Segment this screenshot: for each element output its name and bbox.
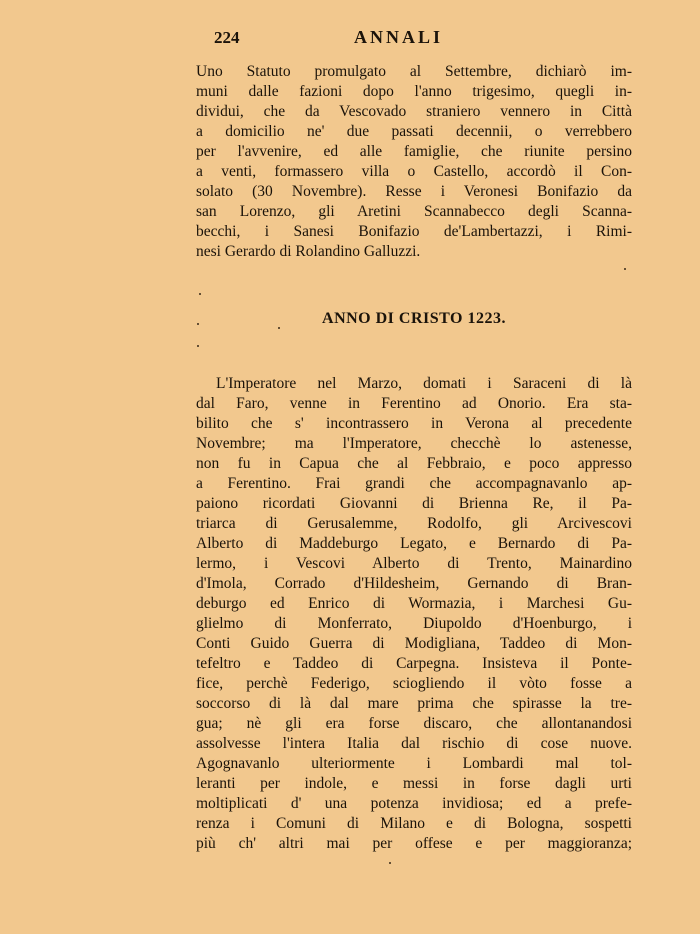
text-line: fice, perchè Federigo, sciogliendo il vòto fosse a (196, 675, 632, 692)
ink-speck (197, 323, 199, 325)
text-line: soccorso di là dal mare prima che spirasse la tre- (196, 695, 632, 712)
ink-speck (197, 345, 199, 347)
text-line: non fu in Capua che al Febbraio, e poco appresso (196, 455, 632, 472)
text-line: Novembre; ma l'Imperatore, checchè lo astenesse, (196, 435, 632, 452)
text-line: triarca di Gerusalemme, Rodolfo, gli Arcivescovi (196, 515, 632, 532)
ink-speck (199, 293, 201, 295)
page-number: 224 (214, 28, 240, 47)
running-title: ANNALI (354, 27, 444, 47)
text-line: solato (30 Novembre). Resse i Veronesi Bonifazio da (196, 183, 632, 200)
text-line: L'Imperatore nel Marzo, domati i Saraceni di là (216, 375, 632, 392)
text-line: renza i Comuni di Milano e di Bologna, sospetti (196, 815, 632, 832)
text-line: becchi, i Sanesi Bonifazio de'Lambertazzi, i Rimi- (196, 223, 632, 240)
text-line: lermo, i Vescovi Alberto di Trento, Mainardino (196, 555, 632, 572)
text-line: Alberto di Maddeburgo Legato, e Bernardo di Pa- (196, 535, 632, 552)
page-header (214, 28, 654, 52)
ink-speck (278, 327, 280, 329)
text-line: a Ferentino. Frai grandi che accompagnavanlo ap- (196, 475, 632, 492)
text-line: tefeltro e Taddeo di Carpegna. Insisteva il Ponte- (196, 655, 632, 672)
text-line: a domicilio ne' due passati decennii, o verrebbero (196, 123, 632, 140)
ink-speck (624, 268, 626, 270)
text-line: assolvesse l'intera Italia dal rischio di cose nuove. (196, 735, 632, 752)
text-line: san Lorenzo, gli Aretini Scannabecco degli Scanna- (196, 203, 632, 220)
text-line: leranti per indole, e messi in forse dagli urti (196, 775, 632, 792)
text-line: paiono ricordati Giovanni di Brienna Re, il Pa- (196, 495, 632, 512)
text-line: nesi Gerardo di Rolandino Galluzzi. (196, 243, 421, 260)
text-line: moltiplicati d' una potenza invidiosa; ed a prefe- (196, 795, 632, 812)
text-line: dividui, che da Vescovado straniero vennero in Città (196, 103, 632, 120)
text-line: dal Faro, venne in Ferentino ad Onorio. Era sta- (196, 395, 632, 412)
text-line: d'Imola, Corrado d'Hildesheim, Gernando di Bran- (196, 575, 632, 592)
text-line: gua; nè gli era forse discaro, che allontanandosi (196, 715, 632, 732)
text-line: a venti, formassero villa o Castello, accordò il Con- (196, 163, 632, 180)
ink-speck (389, 862, 391, 864)
text-line: Agognavanlo ulteriormente i Lombardi mal tol- (196, 755, 632, 772)
text-line: Uno Statuto promulgato al Settembre, dichiarò im- (196, 63, 632, 80)
text-line: più ch' altri mai per offese e per maggioranza; (196, 835, 632, 852)
text-line: muni dalle fazioni dopo l'anno trigesimo, quegli in- (196, 83, 632, 100)
text-line: glielmo di Monferrato, Diupoldo d'Hoenburgo, i (196, 615, 632, 632)
text-line: Conti Guido Guerra di Modigliana, Taddeo di Mon- (196, 635, 632, 652)
text-line: bilito che s' incontrassero in Verona al precedente (196, 415, 632, 432)
text-line: deburgo ed Enrico di Wormazia, i Marchesi Gu- (196, 595, 632, 612)
text-line: per l'avvenire, ed alle famiglie, che riunite persino (196, 143, 632, 160)
section-heading: ANNO DI CRISTO 1223. (322, 310, 506, 327)
